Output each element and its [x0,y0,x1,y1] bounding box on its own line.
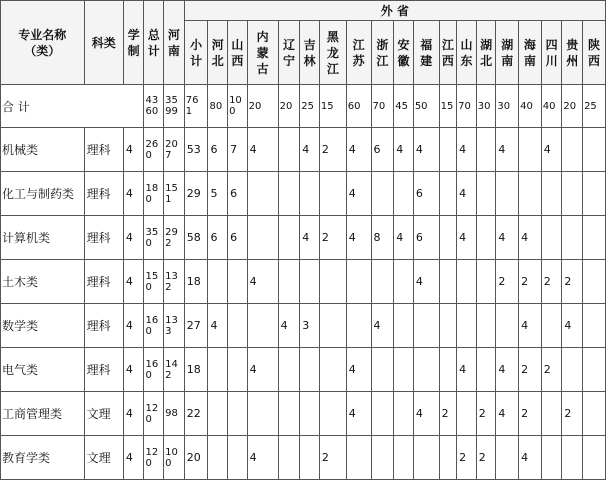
table-row [1,128,606,172]
province-value-cell: 4 [300,128,320,172]
province-value-cell: 6 [371,128,394,172]
province-value-cell [541,392,562,436]
province-value-cell: 2 [562,260,583,304]
table-row [1,172,606,216]
province-value-cell [583,436,606,480]
province-value-cell [319,348,346,392]
province-value-cell [541,216,562,260]
province-value-cell [562,172,583,216]
province-value-cell: 4 [394,128,414,172]
province-value-cell [371,348,394,392]
province-value-cell [228,304,248,348]
total-row-value: 60 [346,85,371,128]
category-cell: 理科 [84,348,123,392]
province-value-cell [300,392,320,436]
henan-cell: 13 2 [164,260,185,304]
province-value-cell [319,392,346,436]
total-cell: 18 0 [144,172,164,216]
province-header-9: 安 徽 [394,21,414,85]
province-value-cell [394,436,414,480]
other-provinces-header: 外 省 [184,1,605,21]
province-value-cell [247,172,278,216]
province-value-cell: 20 [184,436,208,480]
province-value-cell [319,260,346,304]
henan-cell: 20 7 [164,128,185,172]
province-value-cell [583,216,606,260]
province-value-cell [278,216,300,260]
province-value-cell [300,260,320,304]
province-value-cell: 6 [208,216,228,260]
province-header-18: 陕 西 [583,21,606,85]
province-value-cell [371,392,394,436]
henan-cell: 14 2 [164,348,185,392]
total-row-value: 30 [476,85,496,128]
total-row-value: 20 [562,85,583,128]
province-value-cell [562,216,583,260]
province-value-cell [346,304,371,348]
province-value-cell [278,172,300,216]
total-cell: 26 0 [144,128,164,172]
province-value-cell [278,392,300,436]
total-cell: 35 0 [144,216,164,260]
province-value-cell: 2 [476,436,496,480]
province-header-4: 辽 宁 [278,21,300,85]
province-value-cell: 4 [519,436,542,480]
table-row [1,216,606,260]
province-header-15: 海 南 [519,21,542,85]
duration-cell: 4 [123,128,144,172]
province-value-cell [278,260,300,304]
province-value-cell: 53 [184,128,208,172]
province-value-cell [583,392,606,436]
province-value-cell [476,128,496,172]
duration-cell: 4 [123,348,144,392]
province-value-cell: 4 [394,216,414,260]
province-value-cell [496,172,519,216]
province-value-cell [300,348,320,392]
table-row [1,392,606,436]
province-value-cell [371,172,394,216]
province-value-cell [583,304,606,348]
province-value-cell [562,436,583,480]
province-value-cell [413,348,439,392]
province-header-13: 湖 北 [476,21,496,85]
major-name-header: 专业名称 （类） [1,1,85,85]
major-name: 土木类 [1,260,85,304]
province-value-cell: 27 [184,304,208,348]
province-value-cell [228,392,248,436]
province-value-cell: 4 [562,304,583,348]
province-value-cell: 4 [496,348,519,392]
province-value-cell [439,128,457,172]
major-name: 计算机类 [1,216,85,260]
province-value-cell [519,172,542,216]
duration-cell: 4 [123,304,144,348]
province-value-cell: 4 [457,172,477,216]
province-value-cell [476,348,496,392]
category-cell: 理科 [84,172,123,216]
province-value-cell: 22 [184,392,208,436]
total-cell: 16 0 [144,304,164,348]
table-row [1,304,606,348]
duration-cell: 4 [123,216,144,260]
duration-cell: 4 [123,436,144,480]
duration-cell: 4 [123,172,144,216]
province-value-cell: 2 [457,436,477,480]
total-header: 总 计 [144,1,164,85]
duration-header: 学 制 [123,1,144,85]
province-header-10: 福 建 [413,21,439,85]
province-value-cell: 7 [228,128,248,172]
province-header-1: 河 北 [208,21,228,85]
major-name: 化工与制药类 [1,172,85,216]
total-cell: 16 0 [144,348,164,392]
province-value-cell: 6 [208,128,228,172]
province-value-cell [439,260,457,304]
province-value-cell [541,172,562,216]
province-value-cell [541,436,562,480]
total-row-value: 25 [300,85,320,128]
province-value-cell: 2 [319,216,346,260]
major-name: 教育学类 [1,436,85,480]
province-value-cell: 4 [413,260,439,304]
province-value-cell [541,304,562,348]
total-row-value: 80 [208,85,228,128]
henan-header: 河 南 [164,1,185,85]
province-value-cell: 4 [541,128,562,172]
total-row-value: 70 [457,85,477,128]
province-value-cell: 4 [496,216,519,260]
total-row-value: 45 [394,85,414,128]
category-cell: 文理 [84,436,123,480]
province-header-14: 湖 南 [496,21,519,85]
total-row-value: 25 [583,85,606,128]
province-value-cell [583,128,606,172]
province-value-cell: 4 [496,128,519,172]
province-value-cell: 4 [346,392,371,436]
province-value-cell: 18 [184,260,208,304]
province-value-cell [439,304,457,348]
province-value-cell [371,260,394,304]
province-value-cell [413,436,439,480]
major-name: 电气类 [1,348,85,392]
province-value-cell: 4 [371,304,394,348]
province-header-6: 黑 龙 江 [319,21,346,85]
province-value-cell [413,304,439,348]
total-row-value: 30 [496,85,519,128]
province-header-7: 江 苏 [346,21,371,85]
henan-cell: 29 2 [164,216,185,260]
category-cell: 理科 [84,260,123,304]
province-value-cell: 6 [228,172,248,216]
province-value-cell [371,436,394,480]
province-value-cell: 29 [184,172,208,216]
province-value-cell [247,392,278,436]
province-value-cell [247,304,278,348]
province-value-cell [228,348,248,392]
province-value-cell [394,172,414,216]
category-cell: 理科 [84,304,123,348]
province-header-17: 贵 州 [562,21,583,85]
province-value-cell [278,436,300,480]
province-value-cell: 6 [413,216,439,260]
province-value-cell: 4 [247,348,278,392]
province-value-cell [247,216,278,260]
province-header-0: 小 计 [184,21,208,85]
province-value-cell [394,304,414,348]
henan-cell: 10 0 [164,436,185,480]
total-cell: 12 0 [144,392,164,436]
province-value-cell [457,260,477,304]
province-value-cell [583,172,606,216]
total-row-label: 合 计 [1,85,144,128]
province-value-cell: 2 [496,260,519,304]
province-value-cell: 2 [519,348,542,392]
province-header-3: 内 蒙 古 [247,21,278,85]
total-row-value: 50 [413,85,439,128]
province-value-cell [319,304,346,348]
category-header: 科类 [84,1,123,85]
province-value-cell [583,260,606,304]
province-value-cell [476,304,496,348]
duration-cell: 4 [123,260,144,304]
province-value-cell [439,216,457,260]
total-row-value: 20 [278,85,300,128]
province-value-cell [394,348,414,392]
province-value-cell: 4 [247,436,278,480]
province-value-cell: 4 [413,392,439,436]
province-value-cell: 2 [541,260,562,304]
total-row-value: 40 [541,85,562,128]
province-value-cell [519,128,542,172]
total-row-value: 10 0 [228,85,248,128]
henan-cell: 98 [164,392,185,436]
province-value-cell: 2 [319,436,346,480]
province-value-cell: 4 [346,128,371,172]
province-value-cell [208,392,228,436]
total-row-total: 43 60 [144,85,164,128]
province-value-cell [346,436,371,480]
province-value-cell [439,172,457,216]
province-value-cell: 5 [208,172,228,216]
province-value-cell: 6 [228,216,248,260]
province-value-cell [476,216,496,260]
province-value-cell [476,260,496,304]
province-value-cell: 2 [319,128,346,172]
total-row-value: 70 [371,85,394,128]
province-header-16: 四 川 [541,21,562,85]
total-row-value: 15 [319,85,346,128]
henan-cell: 13 3 [164,304,185,348]
province-value-cell: 4 [346,348,371,392]
province-value-cell: 18 [184,348,208,392]
table-row [1,348,606,392]
province-value-cell: 58 [184,216,208,260]
province-value-cell: 4 [457,216,477,260]
total-row-henan: 35 99 [164,85,185,128]
province-value-cell: 2 [439,392,457,436]
province-value-cell [228,260,248,304]
province-value-cell: 2 [519,392,542,436]
province-value-cell [278,128,300,172]
province-value-cell [394,260,414,304]
province-value-cell [394,392,414,436]
province-value-cell [562,128,583,172]
province-value-cell: 2 [562,392,583,436]
province-header-11: 江 西 [439,21,457,85]
province-value-cell [208,436,228,480]
province-value-cell [346,260,371,304]
province-value-cell: 4 [300,216,320,260]
province-value-cell [496,304,519,348]
province-value-cell [300,172,320,216]
duration-cell: 4 [123,392,144,436]
province-value-cell: 4 [247,128,278,172]
table-row [1,260,606,304]
province-header-2: 山 西 [228,21,248,85]
province-value-cell [476,172,496,216]
total-row-value: 20 [247,85,278,128]
category-cell: 理科 [84,216,123,260]
province-value-cell: 4 [519,216,542,260]
province-value-cell: 2 [541,348,562,392]
province-value-cell [208,260,228,304]
category-cell: 文理 [84,392,123,436]
province-value-cell [496,436,519,480]
province-value-cell [300,436,320,480]
henan-cell: 15 1 [164,172,185,216]
total-row-value: 76 1 [184,85,208,128]
province-value-cell [439,348,457,392]
province-value-cell: 2 [519,260,542,304]
major-name: 数学类 [1,304,85,348]
province-value-cell [439,436,457,480]
province-value-cell: 8 [371,216,394,260]
province-value-cell: 3 [300,304,320,348]
province-value-cell [319,172,346,216]
province-value-cell: 4 [208,304,228,348]
total-cell: 12 0 [144,436,164,480]
province-value-cell [457,392,477,436]
province-value-cell: 4 [496,392,519,436]
province-value-cell [278,348,300,392]
province-value-cell: 4 [457,348,477,392]
province-value-cell [583,348,606,392]
category-cell: 理科 [84,128,123,172]
total-row-value: 15 [439,85,457,128]
province-value-cell: 4 [346,172,371,216]
province-header-5: 吉 林 [300,21,320,85]
total-row [1,85,606,128]
total-cell: 15 0 [144,260,164,304]
province-header-12: 山 东 [457,21,477,85]
province-value-cell: 4 [519,304,542,348]
province-value-cell: 2 [476,392,496,436]
province-value-cell [228,436,248,480]
province-value-cell [457,304,477,348]
province-value-cell: 4 [457,128,477,172]
total-row-value: 40 [519,85,542,128]
province-value-cell [562,348,583,392]
major-name: 机械类 [1,128,85,172]
province-value-cell: 4 [278,304,300,348]
province-value-cell: 4 [346,216,371,260]
province-value-cell: 6 [413,172,439,216]
province-value-cell: 4 [413,128,439,172]
province-value-cell: 4 [247,260,278,304]
table-row [1,436,606,480]
province-header-8: 浙 江 [371,21,394,85]
major-name: 工商管理类 [1,392,85,436]
province-value-cell [208,348,228,392]
